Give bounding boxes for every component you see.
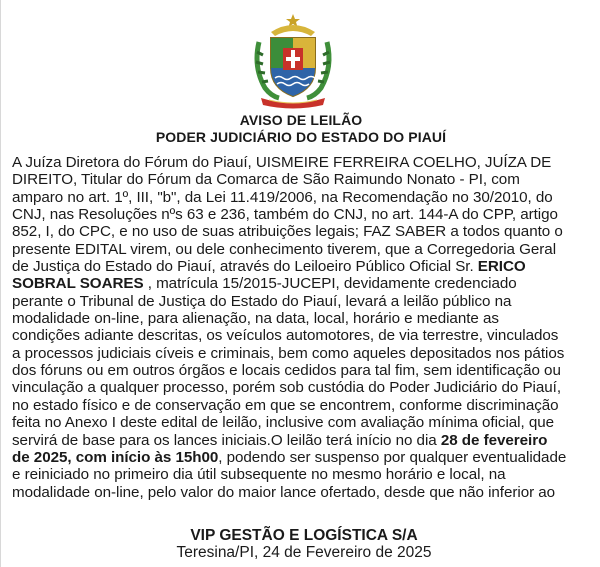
auction-date: de 2025, com início às 15h00: [12, 448, 219, 466]
body-line: de 2025, com início às 15h00, podendo ser suspenso por qualquer eventualidade: [12, 448, 567, 466]
notice-body: [12, 154, 600, 501]
auctioneer-name: ERICO: [477, 258, 526, 276]
dateline: Teresina/PI, 24 de Fevereiro de 2025: [176, 544, 432, 561]
body-line: condições adiante descritas, os veículos automotores, de via terrestre, vinculados: [12, 327, 559, 345]
company-name: VIP GESTÃO E LOGÍSTICA S/A: [190, 527, 418, 544]
body-line: 852, I, do CPC, e no uso de suas atribuições legais; FAZ SABER a todos quanto o: [12, 223, 563, 241]
body-line: modalidade on-line, pelo valor do maior lance ofertado, desde que não inferior ao: [12, 483, 556, 501]
body-line: dos fóruns ou em outros órgãos e locais cedidos para tal fim, sem identificação ou: [12, 362, 561, 380]
body-line: servirá de base para os lances iniciais.O leilão terá início no dia 28 de fevereiro: [12, 431, 548, 449]
body-line: A Juíza Diretora do Fórum do Piauí, UISMEIRE FERREIRA COELHO, JUÍZA DE: [12, 154, 552, 171]
notice-title: AVISO DE LEILÃO: [239, 112, 363, 128]
body-line: de Justiça do Estado do Piauí, através do Leiloeiro Público Oficial Sr. ERICO: [12, 258, 526, 276]
body-line: perante o Tribunal de Justiça do Estado do Piauí, levará a leilão público na: [12, 292, 512, 310]
notice-subtitle: PODER JUDICIÁRIO DO ESTADO DO PIAUÍ: [155, 129, 447, 145]
body-line: presente EDITAL virem, ou dele conhecimento tiverem, que a Corregedoria Geral: [12, 240, 557, 258]
body-line: vinculação a qualquer processo, porém sob custódia do Poder Judiciário do Piauí,: [12, 379, 561, 397]
auction-date: 28 de fevereiro: [440, 431, 548, 449]
body-line: SOBRAL SOARES , matrícula 15/2015-JUCEPI, devidamente credenciado: [12, 275, 517, 293]
body-line: amparo no art. 1º, III, "b", da Lei 11.419/2006, na Recomendação no 30/2010, do: [12, 188, 553, 206]
body-line: no estado físico e de conservação em que se encontrem, conforme discriminação: [12, 396, 559, 414]
body-line: feita no Anexo I deste edital de leilão, inclusive com avaliação mínima oficial, que: [12, 414, 555, 432]
body-line: CNJ, nas Resoluções nºs 63 e 236, também do CNJ, no art. 144-A do CPP, artigo: [12, 206, 558, 224]
auctioneer-name: SOBRAL SOARES: [12, 275, 144, 293]
piaui-coat-of-arms-icon: [249, 12, 337, 110]
body-line: a processos judiciais cíveis e criminais, bem como aqueles depositados nos pátios: [12, 344, 565, 362]
body-line: e reiniciado no primeiro dia útil subsequente no mesmo horário e local, na: [12, 466, 506, 484]
body-line: DIREITO, Titular do Fórum da Comarca de São Raimundo Nonato - PI, com: [12, 171, 520, 189]
body-line: modalidade on-line, para alienação, na data, local, horário e mediante as: [12, 310, 499, 328]
